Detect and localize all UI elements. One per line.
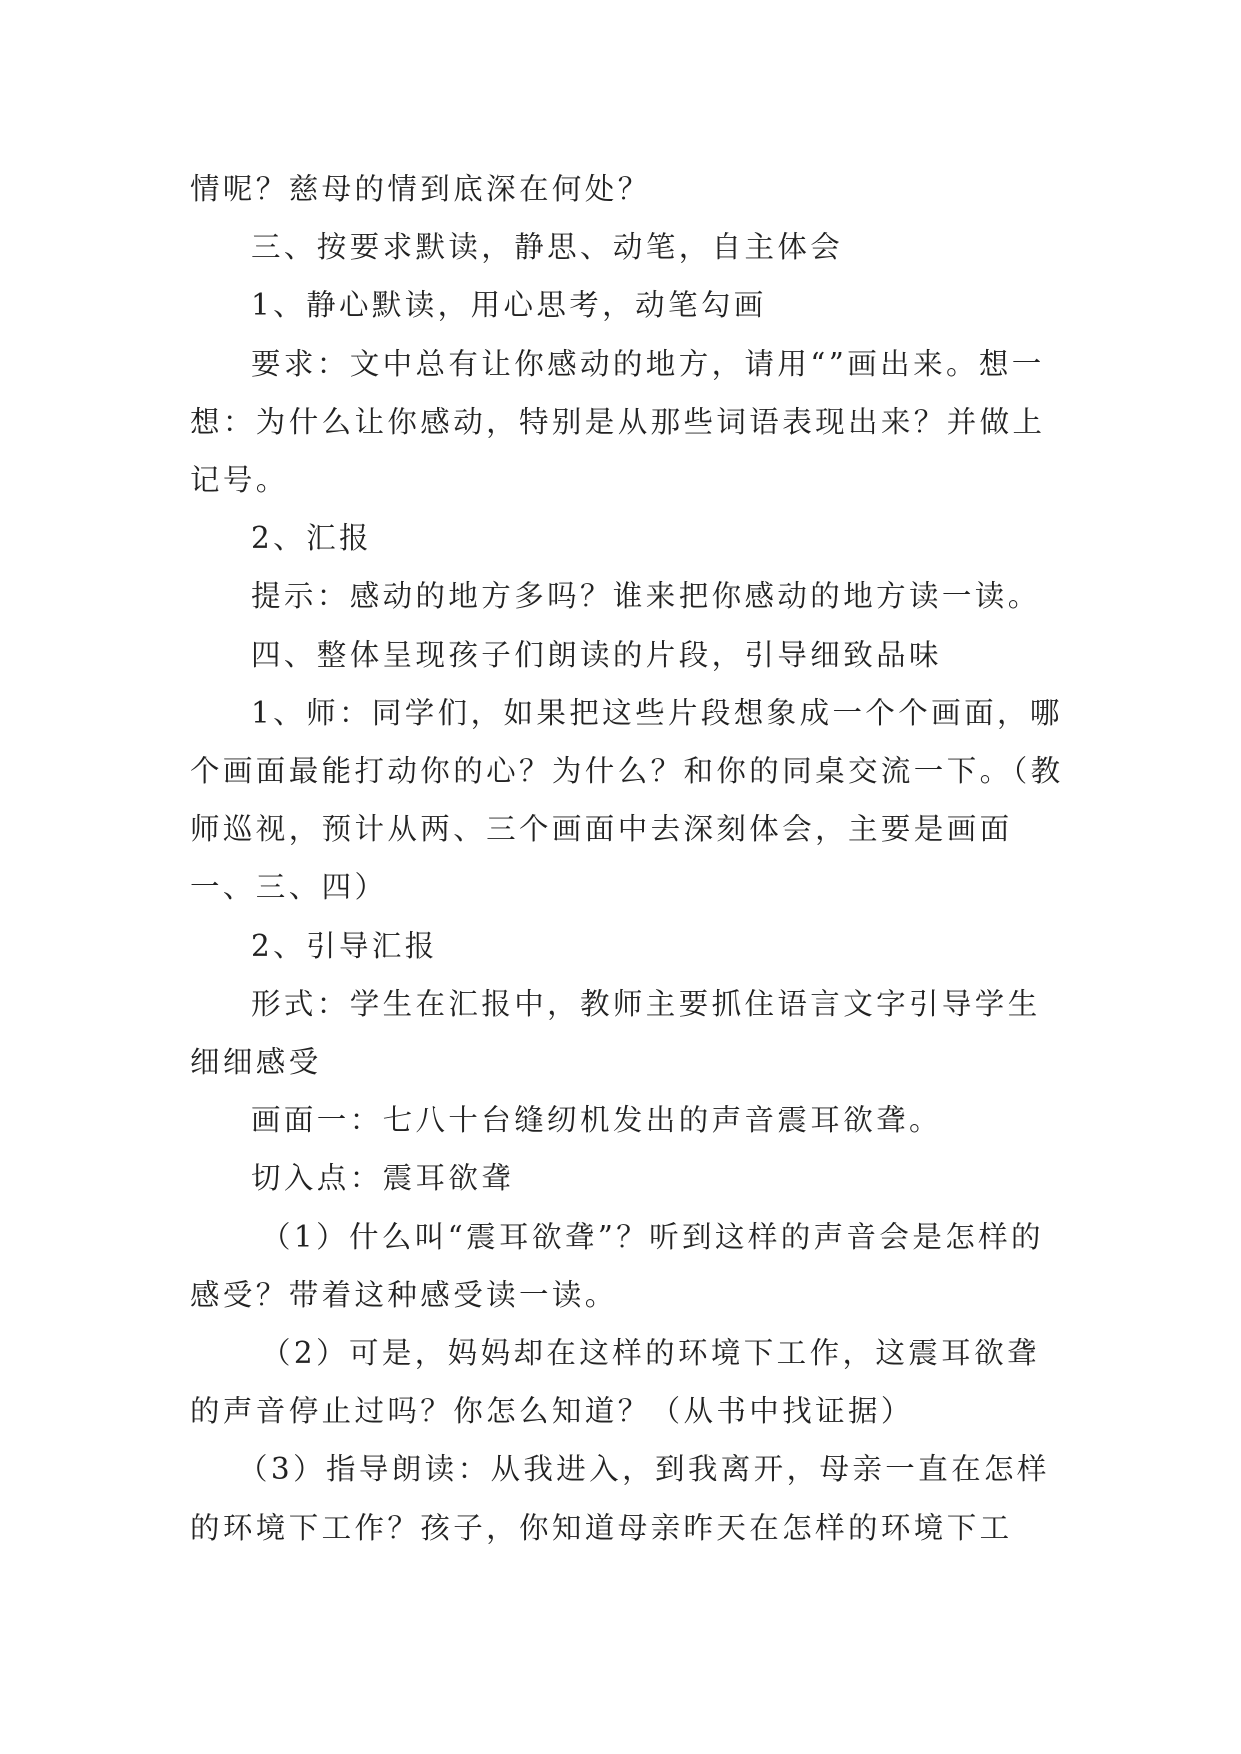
paragraph-form: 形式：学生在汇报中，教师主要抓住语言文字引导学生细细感受 [190,986,1041,1080]
paragraph-teacher: 1、师：同学们，如果把这些片段想象成一个个画面，哪个画面最能打动你的心？为什么？和你的同桌交流一下。（教师巡视，预计从两、三个画面中去深刻体会，主要是画面一、三、四） [190,695,1064,905]
step-heading: 1、静心默读，用心思考，动笔勾画 [251,288,767,323]
step-heading: 2、引导汇报 [251,928,438,963]
paragraph-hint: 提示：感动的地方多吗？谁来把你感动的地方读一读。 [251,579,1041,614]
paragraph-question-3: （3）指导朗读：从我进入，到我离开，母亲一直在怎样的环境下工作？孩子，你知道母亲昨天在怎样的环境下工 [190,1452,1050,1545]
section-heading-3: 三、按要求默读，静思、动笔，自主体会 [251,230,844,265]
paragraph-question-1: （1）什么叫“震耳欲聋”？听到这样的声音会是怎样的感受？带着这种感受读一读。 [190,1219,1044,1312]
step-heading: 2、汇报 [251,521,372,556]
paragraph-entry-point: 切入点：震耳欲聋 [251,1161,515,1196]
document-body [190,160,1070,1557]
paragraph-requirement: 要求：文中总有让你感动的地方，请用“”画出来。想一想：为什么让你感动，特别是从那些词语表现出来？并做上记号。 [190,346,1046,498]
paragraph-question-2: （2）可是，妈妈却在这样的环境下工作，这震耳欲聋的声音停止过吗？你怎么知道？（从书中找证据） [190,1336,1040,1429]
section-heading-4: 四、整体呈现孩子们朗读的片段，引导细致品味 [251,637,942,672]
paragraph-scene-one: 画面一：七八十台缝纫机发出的声音震耳欲聋。 [251,1103,942,1138]
paragraph-continuation: 情呢？慈母的情到底深在何处？ [190,172,651,206]
